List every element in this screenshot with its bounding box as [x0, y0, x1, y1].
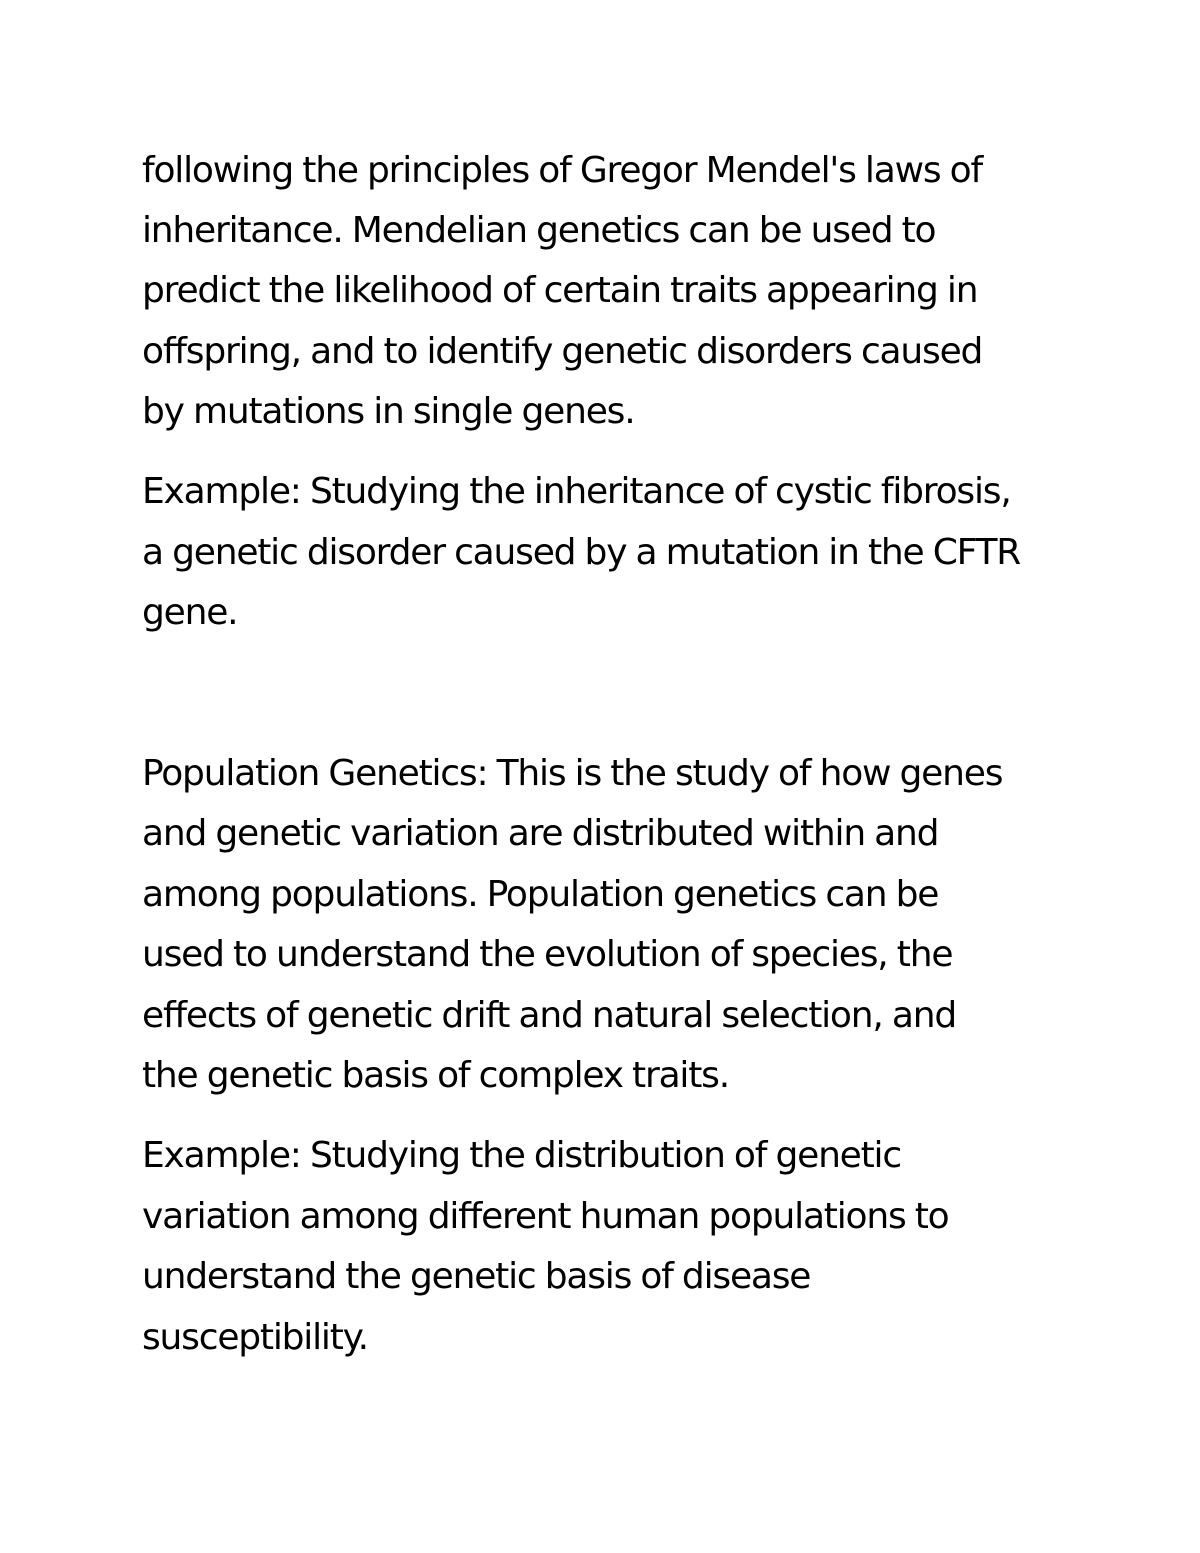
text-line: and genetic variation are distributed within and	[142, 813, 939, 854]
text-line: inheritance. Mendelian genetics can be used to	[142, 210, 936, 251]
text-line: Population Genetics: This is the study of how genes	[142, 753, 1003, 794]
text-line: variation among different human populations to	[142, 1196, 949, 1237]
text-line: susceptibility.	[142, 1317, 368, 1358]
text-line: gene.	[142, 592, 238, 633]
text-line: Example: Studying the distribution of genetic	[142, 1135, 901, 1176]
text-line: predict the likelihood of certain traits appearing in	[142, 270, 978, 311]
text-line: by mutations in single genes.	[142, 391, 635, 432]
text-line: a genetic disorder caused by a mutation in the CFTR	[142, 532, 1021, 573]
text-line: effects of genetic drift and natural selection, and	[142, 995, 956, 1036]
text-line: among populations. Population genetics can be	[142, 874, 939, 915]
text-line: the genetic basis of complex traits.	[142, 1055, 729, 1096]
text-line: understand the genetic basis of disease	[142, 1256, 811, 1297]
text-line: Example: Studying the inheritance of cystic fibrosis,	[142, 471, 1011, 512]
text-line: offspring, and to identify genetic disorders caused	[142, 331, 983, 372]
text-line: used to understand the evolution of species, the	[142, 934, 953, 975]
text-line: following the principles of Gregor Mendel's laws of	[142, 150, 982, 191]
